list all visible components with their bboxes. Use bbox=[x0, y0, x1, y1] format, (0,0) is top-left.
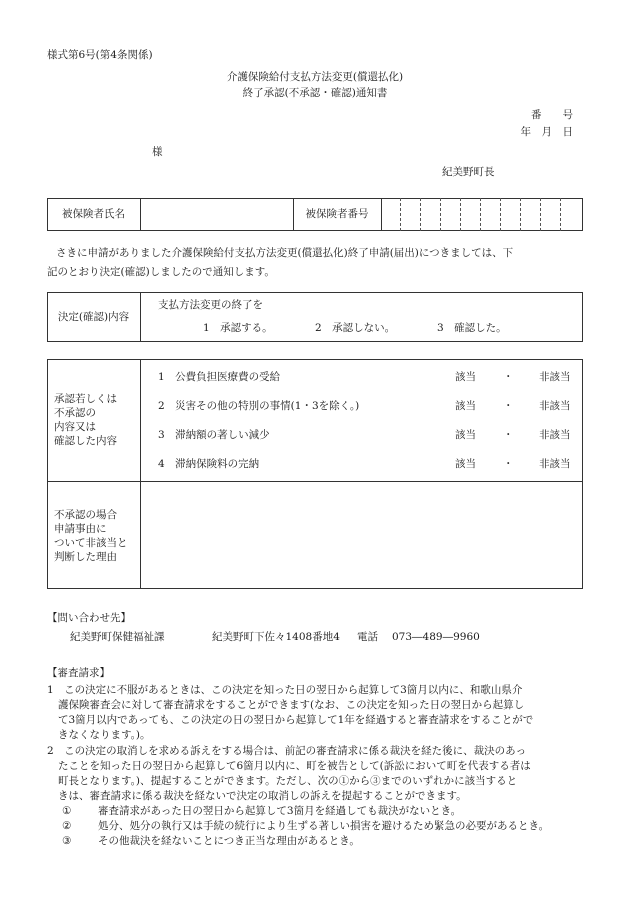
contact-phone: 073―489―9960 bbox=[392, 631, 480, 643]
title-line-2: 終了承認(不承認・確認)通知書 bbox=[242, 87, 388, 99]
review-heading: 【審査請求】 bbox=[47, 667, 110, 679]
rejection-reason-field[interactable] bbox=[141, 482, 582, 588]
approval-item-4-applicable[interactable]: 該当 bbox=[455, 458, 476, 470]
approval-item-3-not-applicable[interactable]: 非該当 bbox=[539, 429, 571, 441]
approval-item-4-not-applicable[interactable]: 非該当 bbox=[539, 458, 571, 470]
approval-label-4: 確認した内容 bbox=[54, 435, 117, 447]
review-p2-line-2: たことを知った日の翌日から起算して6箇月以内に、町を被告として(訴訟において町を代表する者は bbox=[58, 760, 531, 772]
number-label: 番 号 bbox=[531, 109, 573, 121]
review-p1-line-1: 1 この決定に不服があるときは、この決定を知った日の翌日から起算して3箇月以内に、和歌山県介 bbox=[47, 684, 523, 696]
approval-label-3: 内容又は bbox=[54, 421, 96, 433]
decision-label: 決定(確認)内容 bbox=[57, 311, 130, 323]
condition-3-mark: ③ bbox=[62, 835, 72, 847]
contact-department: 紀美野町保健福祉課 bbox=[70, 631, 165, 643]
condition-1-mark: ① bbox=[62, 805, 72, 817]
decision-option-2[interactable]: 2 承認しない。 bbox=[315, 322, 396, 334]
contact-phone-label: 電話 bbox=[357, 631, 378, 643]
approval-item-1-applicable[interactable]: 該当 bbox=[455, 371, 476, 383]
insured-name-label: 被保険者氏名 bbox=[62, 208, 125, 220]
approval-item-1-sep: ・ bbox=[503, 371, 514, 383]
rejection-label-2: 申請事由に bbox=[54, 523, 107, 535]
review-p2-line-4: きは、審査請求に係る裁決を経ないで決定の取消しの訴えを提起することができます。 bbox=[58, 790, 467, 802]
rejection-label-3: ついて非該当と bbox=[54, 537, 128, 549]
contact-heading: 【問い合わせ先】 bbox=[47, 612, 131, 624]
approval-item-1: 1 公費負担医療費の受給 bbox=[158, 371, 281, 383]
contact-address: 紀美野町下佐々1408番地4 bbox=[212, 631, 340, 643]
insured-number-field[interactable] bbox=[382, 199, 582, 230]
rejection-label-1: 不承認の場合 bbox=[54, 509, 117, 521]
review-p1-line-4: きなくなります。)。 bbox=[58, 729, 151, 741]
condition-2-mark: ② bbox=[62, 820, 72, 832]
insured-number-label: 被保険者番号 bbox=[305, 208, 369, 220]
approval-item-3: 3 滞納額の著しい減少 bbox=[158, 429, 270, 441]
approval-label-2: 不承認の bbox=[54, 407, 96, 419]
approval-item-3-applicable[interactable]: 該当 bbox=[455, 429, 476, 441]
approval-item-1-not-applicable[interactable]: 非該当 bbox=[539, 371, 571, 383]
review-p1-line-3: て3箇月以内であっても、この決定の日の翌日から起算して1年を経過すると審査請求をすることがで bbox=[58, 714, 534, 726]
condition-2-text: 処分、処分の執行又は手続の続行により生ずる著しい損害を避けるため緊急の必要があるとき。 bbox=[98, 820, 550, 832]
rejection-label-4: 判断した理由 bbox=[54, 551, 117, 563]
form-number: 様式第6号(第4条関係) bbox=[47, 49, 153, 61]
insured-name-field[interactable] bbox=[141, 199, 292, 230]
addressee-suffix: 様 bbox=[152, 146, 163, 158]
approval-label-1: 承認若しくは bbox=[54, 393, 117, 405]
decision-option-3[interactable]: 3 確認した。 bbox=[437, 322, 507, 334]
intro-line-1: さきに申請がありました介護保険給付支払方法変更(償還払化)終了申請(届出)につきましては、下 bbox=[56, 247, 514, 259]
approval-item-3-sep: ・ bbox=[503, 429, 514, 441]
title-line-1: 介護保険給付支払方法変更(償還払化) bbox=[226, 71, 404, 83]
approval-item-2: 2 災害その他の特別の事情(1・3を除く。) bbox=[158, 400, 360, 412]
condition-3-text: その他裁決を経ないことにつき正当な理由があるとき。 bbox=[98, 835, 360, 847]
approval-item-2-applicable[interactable]: 該当 bbox=[455, 400, 476, 412]
issuer: 紀美野町長 bbox=[442, 166, 495, 178]
review-p2-line-3: 町長となります。)、提起することができます。ただし、次の①から③までのいずれかに該当すると bbox=[58, 775, 518, 787]
approval-item-2-not-applicable[interactable]: 非該当 bbox=[539, 400, 571, 412]
review-p2-line-1: 2 この決定の取消しを求める訴えをする場合は、前記の審査請求に係る裁決を経た後に、裁決のあっ bbox=[47, 745, 527, 757]
condition-1-text: 審査請求があった日の翌日から起算して3箇月を経過しても裁決がないとき。 bbox=[98, 805, 462, 817]
review-p1-line-2: 護保険審査会に対して審査請求をすることができます(なお、この決定を知った日の翌日から起算し bbox=[58, 699, 525, 711]
approval-item-2-sep: ・ bbox=[503, 400, 514, 412]
decision-option-1[interactable]: 1 承認する。 bbox=[203, 322, 273, 334]
decision-line-1: 支払方法変更の終了を bbox=[158, 299, 263, 311]
date-label: 年 月 日 bbox=[520, 126, 573, 138]
approval-item-4-sep: ・ bbox=[503, 458, 514, 470]
intro-line-2: 記のとおり決定(確認)しましたので通知します。 bbox=[47, 266, 275, 278]
approval-item-4: 4 滞納保険料の完納 bbox=[158, 458, 260, 470]
